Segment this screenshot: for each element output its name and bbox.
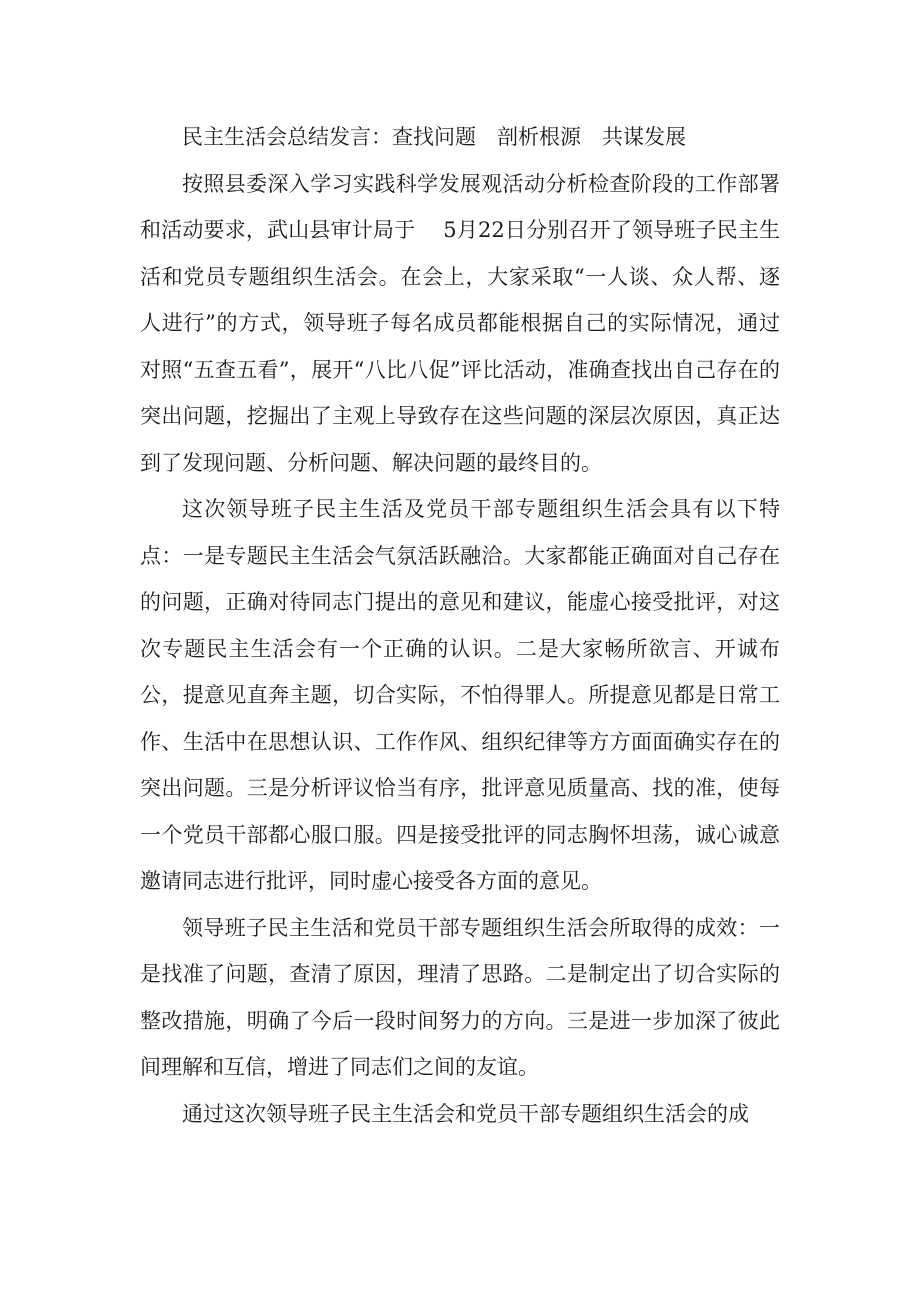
paragraph-3: 领导班子民主生活和党员干部专题组织生活会所取得的成效：一是找准了问题，查清了原因，理清了思路。二是制定出了切合实际的整改措施，明确了今后一段时间努力的方向。三是进一步加深了彼此间理解和互信，增进了同志们之间的友谊。	[140, 915, 780, 1079]
paragraph-2: 这次领导班子民主生活及党员干部专题组织生活会具有以下特点：一是专题民主生活会气氛活跃融洽。大家都能正确面对自己存在的问题，正确对待同志门提出的意见和建议，能虚心接受批评，对这次专题民主生活会有一个正确的认识。二是大家畅所欲言、开诚布公，提意见直奔主题，切合实际，不怕得罪人。所提意见都是日常工作、生活中在思想认识、工作作风、组织纪律等方方面面确实存在的突出问题。三是分析评议恰当有序，批评意见质量高、找的准，使每一个党员干部都心服口服。四是接受批评的同志胸怀坦荡，诚心诚意邀请同志进行批评，同时虚心接受各方面的意见。	[140, 497, 780, 893]
document-body	[140, 114, 780, 1137]
document-title: 民主生活会总结发言：查找问题 剖析根源 共谋发展	[182, 125, 686, 149]
paragraph-1: 按照县委深入学习实践科学发展观活动分析检查阶段的工作部署和活动要求，武山县审计局于 5月22日分别召开了领导班子民主生活和党员专题组织生活会。在会上，大家采取“一人谈、众人帮、逐人进行”的方式，领导班子每名成员都能根据自己的实际情况，通过对照“五查五看”，展开“八比八促”评比活动，准确查找出自己存在的突出问题，挖掘出了主观上导致存在这些问题的深层次原因，真正达到了发现问题、分析问题、解决问题的最终目的。	[140, 171, 780, 475]
paragraph-4: 通过这次领导班子民主生活会和党员干部专题组织生活会的成	[182, 1101, 749, 1126]
